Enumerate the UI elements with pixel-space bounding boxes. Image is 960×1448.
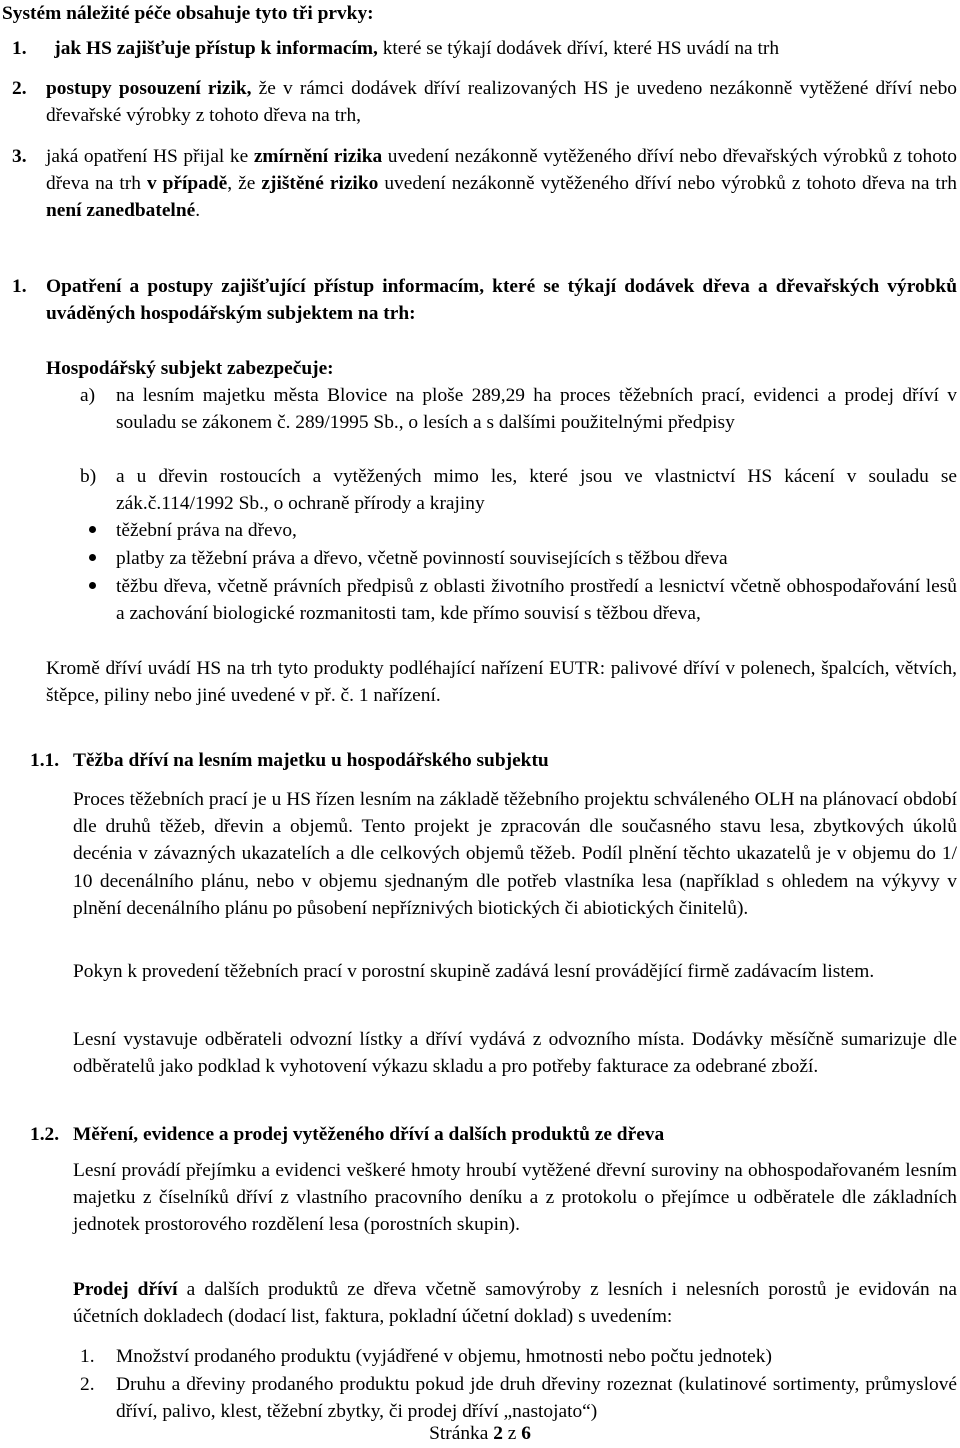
intro-item-1-text: které se týkají dodávek dříví, které HS uvádí na trh bbox=[377, 38, 780, 59]
intro-item-1-bold: jak HS zajišťuje přístup k informacím, bbox=[54, 38, 378, 59]
bullet-dot-3 bbox=[89, 582, 96, 589]
intro-item-3 bbox=[46, 143, 957, 225]
sale-text: a dalších produktů ze dřeva včetně samovýroby z lesních i nelesních porostů je evidován na účetních dokladech (dodací list, faktura, pokladní účetní doklad) s uvedením: bbox=[73, 1279, 958, 1328]
sale-bold: Prodej dříví bbox=[73, 1279, 178, 1300]
bullet-dot-2 bbox=[89, 554, 96, 561]
footer-current-page: 2 bbox=[493, 1423, 503, 1444]
intro-item-3-text-b: uvedení nezákonně vytěženého dříví nebo dřevařských výrobků z tohoto dřeva na trh bbox=[46, 146, 957, 195]
section-1-1-paragraph-1: Proces těžebních prací je u HS řízen lesním na základě těžebního projektu schváleného OLH na plánovací období dle druhů těžeb, dřevin a objemů. Tento projekt je zpracován dle současného stavu lesa, zbytkových úkolů decénia v závazných ukazatelích a dle celkových objemů těžeb. Podíl plnění těchto ukazatelů je v objemu do 1/ 10 decenálního plánu, nebo v objemu sjednaným dle potřeb vlastníka lesa (například s ohledem na výkyvy v plnění decenálního plánu po působení nepříznivých biotických či abiotických činitelů). bbox=[73, 789, 957, 919]
section-1-title: Opatření a postupy zajišťující přístup informacím, které se týkají dodávek dřeva a dřevařských výrobků uváděných hospodářským subjektem na trh: bbox=[46, 276, 957, 325]
intro-item-2 bbox=[46, 75, 957, 129]
intro-item-1-number: 1. bbox=[12, 38, 27, 59]
intro-item-3-bold-d: není zanedbatelné bbox=[46, 200, 196, 222]
footer-prefix: Stránka bbox=[429, 1423, 494, 1444]
sale-list-2-number: 2. bbox=[80, 1374, 95, 1395]
intro-item-2-bold: postupy posouzení rizik, bbox=[46, 78, 252, 99]
section-1-1-paragraph-2: Pokyn k provedení těžebních prací v porostní skupině zadává lesní provádějící firmě zadávacím listem. bbox=[73, 961, 875, 982]
intro-heading: Systém náležité péče obsahuje tyto tři prvky: bbox=[2, 3, 374, 24]
intro-item-3-text-c: , že bbox=[227, 173, 262, 195]
bullet-dot-1 bbox=[89, 526, 96, 533]
sale-paragraph bbox=[73, 1276, 957, 1330]
sale-list-1-number: 1. bbox=[80, 1346, 95, 1367]
section-1-number: 1. bbox=[12, 276, 27, 297]
intro-item-1 bbox=[12, 35, 957, 62]
page-footer bbox=[0, 1420, 960, 1447]
section-1-2-number: 1.2. bbox=[30, 1124, 60, 1145]
bullet-item-3: těžbu dřeva, včetně právních předpisů z oblasti životního prostředí a lesnictví včetně obhospodařování lesů a zachování biologické rozmanitosti tam, kde přímo souvisí s těžbou dřeva, bbox=[116, 576, 957, 625]
intro-item-3-text-d: uvedení nezákonně vytěženého dříví nebo výrobků z tohoto dřeva na trh bbox=[378, 173, 957, 195]
intro-item-2-number: 2. bbox=[12, 78, 27, 99]
bullet-item-2: platby za těžební práva a dřevo, včetně povinností souvisejících s těžbou dřeva bbox=[116, 548, 728, 569]
subject-heading: Hospodářský subjekt zabezpečuje: bbox=[46, 358, 334, 379]
section-1-1-paragraph-3: Lesní vystavuje odběrateli odvozní lístky a dříví vydává z odvozního místa. Dodávky měsíčně sumarizuje dle odběratelů jako podklad k vyhotovení výkazu skladu a pro potřeby fakturace za odebrané zboží. bbox=[73, 1029, 957, 1078]
intro-item-3-bold-a: zmírnění rizika bbox=[253, 146, 383, 167]
sale-list-1-text: Množství prodaného produktu (vyjádřené v objemu, hmotnosti nebo počtu jednotek) bbox=[116, 1346, 772, 1367]
sale-list-2-text: Druhu a dřeviny prodaného produktu pokud jde druh dřeviny rozeznat (kulatinové sortimenty, průmyslové dříví, palivo, klest, těžební zbytky, či prodej dříví „nastojato“) bbox=[116, 1374, 957, 1423]
besides-paragraph: Kromě dříví uvádí HS na trh tyto produkty podléhající nařízení EUTR: palivové dříví v polenech, špalcích, větvích, štěpce, piliny nebo jiné uvedené v př. č. 1 nařízení. bbox=[46, 658, 957, 707]
intro-item-3-number: 3. bbox=[12, 146, 27, 167]
footer-separator: z bbox=[502, 1423, 522, 1444]
footer-total-pages: 6 bbox=[521, 1423, 531, 1444]
intro-item-3-text-e: . bbox=[195, 200, 201, 222]
intro-item-3-bold-b: v případě bbox=[146, 173, 228, 195]
lettered-b-letter: b) bbox=[80, 466, 97, 487]
lettered-a-text: na lesním majetku města Blovice na ploše 289,29 ha proces těžebních prací, evidenci a prodej dříví v souladu se zákonem č. 289/1995 Sb., o lesích a s dalšími použitelnými předpisy bbox=[116, 385, 957, 434]
bullet-item-1: těžební práva na dřevo, bbox=[116, 520, 297, 541]
intro-item-3-text-a: jaká opatření HS přijal ke bbox=[46, 146, 254, 167]
lettered-a-letter: a) bbox=[80, 385, 96, 406]
lettered-b-text: a u dřevin rostoucích a vytěžených mimo les, které jsou ve vlastnictví HS kácení v souladu se zák.č.114/1992 Sb., o ochraně přírody a krajiny bbox=[116, 466, 957, 515]
section-1-1-number: 1.1. bbox=[30, 750, 60, 771]
intro-item-2-text: že v rámci dodávek dříví realizovaných HS je uvedeno nezákonně vytěžené dříví nebo dřevařské výrobky z tohoto dřeva na trh, bbox=[46, 78, 957, 127]
section-1-2-paragraph: Lesní provádí přejímku a evidenci veškeré hmoty hroubí vytěžené dřevní suroviny na obhospodařovaném lesním majetku z číselníků dříví z vlastního pracovního deníku a z protokolu o přejímce u odběratele dle základních jednotek prostorového rozdělení lesa (porostních skupin). bbox=[73, 1160, 957, 1236]
intro-item-3-bold-c: zjištěné riziko bbox=[261, 173, 379, 195]
section-1-2-title: Měření, evidence a prodej vytěženého dříví a dalších produktů ze dřeva bbox=[73, 1124, 665, 1145]
section-1-1-title: Těžba dříví na lesním majetku u hospodářského subjektu bbox=[73, 750, 549, 771]
